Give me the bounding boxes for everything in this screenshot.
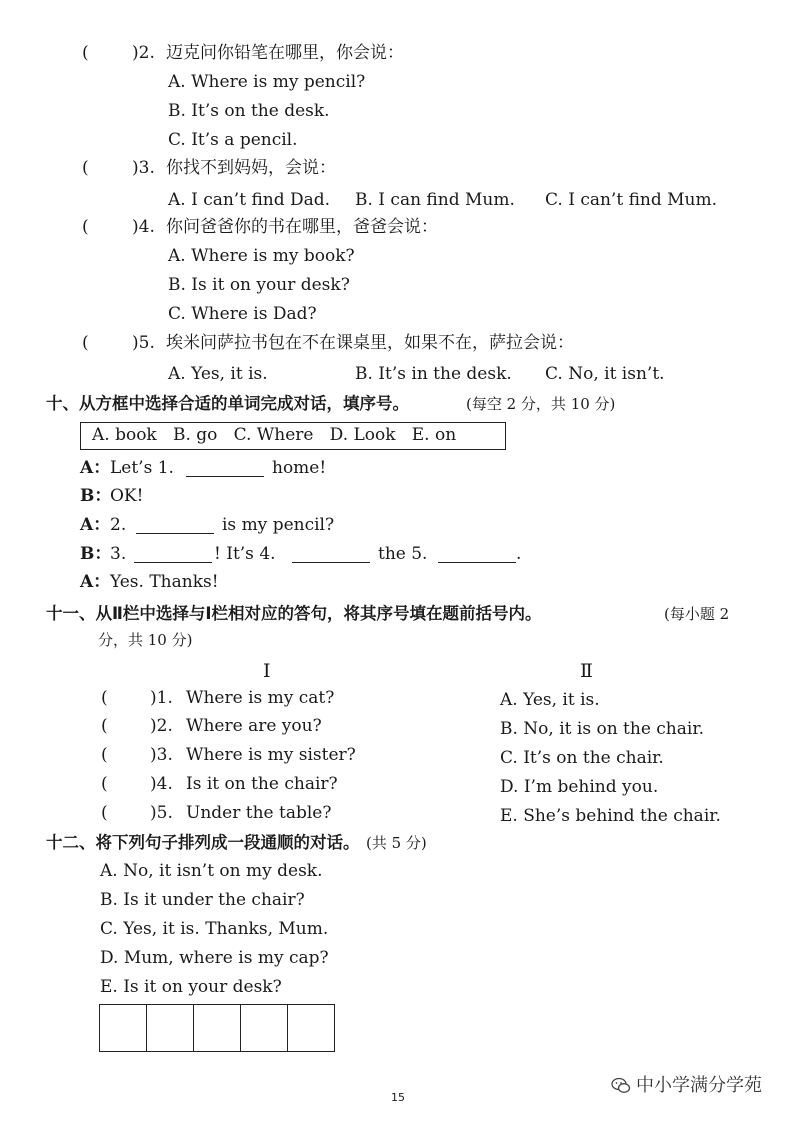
dialogue-text: ! It’s 4. bbox=[214, 544, 276, 564]
answer-option: C. It’s on the chair. bbox=[500, 748, 664, 768]
column-2-header: Ⅱ bbox=[580, 660, 593, 682]
answer-paren[interactable]: ( bbox=[101, 688, 108, 708]
answer-paren[interactable]: ( bbox=[101, 803, 108, 823]
blank-3[interactable] bbox=[134, 548, 212, 563]
answer-paren[interactable]: ( bbox=[101, 774, 108, 794]
watermark-text: 中小学满分学苑 bbox=[636, 1075, 762, 1096]
answer-cell[interactable] bbox=[288, 1005, 334, 1051]
question-number: )3. bbox=[150, 745, 173, 765]
answer-option: E. She’s behind the chair. bbox=[500, 806, 721, 826]
section-score-note-cont: 分，共 10 分) bbox=[98, 631, 193, 649]
question-text: Is it on the chair? bbox=[186, 774, 338, 794]
answer-paren[interactable]: ( bbox=[101, 716, 108, 736]
blank-1[interactable] bbox=[186, 462, 264, 477]
answer-cell[interactable] bbox=[100, 1005, 147, 1051]
answer-option: D. I’m behind you. bbox=[500, 777, 659, 797]
speaker-label: B： bbox=[80, 544, 112, 564]
question-number: )4. bbox=[132, 217, 155, 237]
page-number: 15 bbox=[391, 1091, 405, 1104]
section-title: 十二、将下列句子排列成一段通顺的对话。 bbox=[46, 833, 360, 852]
sentence-item: D. Mum, where is my cap? bbox=[100, 948, 329, 968]
dialogue-text: the 5. bbox=[378, 544, 428, 564]
question-stem: 埃米问萨拉书包在不在课桌里，如果不在，萨拉会说： bbox=[166, 333, 574, 353]
answer-paren[interactable]: ( bbox=[82, 43, 89, 63]
answer-cell[interactable] bbox=[241, 1005, 288, 1051]
blank-4[interactable] bbox=[292, 548, 370, 563]
answer-option: A. Yes, it is. bbox=[500, 690, 600, 710]
section-title: 十一、从Ⅱ栏中选择与Ⅰ栏相对应的答句，将其序号填在题前括号内。 bbox=[46, 604, 542, 623]
question-stem: 你找不到妈妈，会说： bbox=[166, 158, 336, 178]
question-number: )2. bbox=[132, 43, 155, 63]
answer-cell[interactable] bbox=[147, 1005, 194, 1051]
sentence-item: E. Is it on your desk? bbox=[100, 977, 282, 997]
question-number: )3. bbox=[132, 158, 155, 178]
option-b: B. Is it on your desk? bbox=[168, 275, 350, 295]
option-b: B. It’s on the desk. bbox=[168, 101, 330, 121]
dialogue-text: . bbox=[516, 544, 522, 564]
answer-paren[interactable]: ( bbox=[82, 158, 89, 178]
dialogue-text: home! bbox=[272, 458, 327, 478]
question-number: )5. bbox=[150, 803, 173, 823]
question-number: )2. bbox=[150, 716, 173, 736]
question-stem: 你问爸爸你的书在哪里，爸爸会说： bbox=[166, 217, 438, 237]
dialogue-text: 3. bbox=[110, 544, 127, 564]
option-c: C. It’s a pencil. bbox=[168, 130, 298, 150]
question-text: Where is my sister? bbox=[186, 745, 356, 765]
speaker-label: A： bbox=[80, 458, 111, 478]
blank-2[interactable] bbox=[136, 519, 214, 534]
question-text: Under the table? bbox=[186, 803, 332, 823]
answer-option: B. No, it is on the chair. bbox=[500, 719, 704, 739]
answer-paren[interactable]: ( bbox=[82, 333, 89, 353]
option-a: A. Yes, it is. bbox=[168, 364, 268, 384]
dialogue-text: is my pencil? bbox=[222, 515, 335, 535]
answer-cell[interactable] bbox=[194, 1005, 241, 1051]
dialogue-text: 2. bbox=[110, 515, 127, 535]
answer-paren[interactable]: ( bbox=[82, 217, 89, 237]
option-c: C. I can’t find Mum. bbox=[545, 190, 718, 210]
section-score-note: (每空 2 分，共 10 分) bbox=[466, 395, 616, 413]
option-c: C. Where is Dad? bbox=[168, 304, 317, 324]
speaker-label: A： bbox=[80, 572, 111, 592]
section-score-note: (每小题 2 bbox=[664, 605, 730, 623]
sentence-item: C. Yes, it is. Thanks, Mum. bbox=[100, 919, 329, 939]
dialogue-text: Let’s 1. bbox=[110, 458, 174, 478]
sentence-item: A. No, it isn’t on my desk. bbox=[100, 861, 323, 881]
option-a: A. Where is my book? bbox=[168, 246, 355, 266]
question-stem: 迈克问你铅笔在哪里，你会说： bbox=[166, 43, 404, 63]
answer-grid bbox=[99, 1004, 335, 1052]
answer-paren[interactable]: ( bbox=[101, 745, 108, 765]
word-box-text: A. book B. go C. Where D. Look E. on bbox=[92, 425, 457, 445]
question-number: )4. bbox=[150, 774, 173, 794]
question-text: Where is my cat? bbox=[186, 688, 335, 708]
section-title: 十、从方框中选择合适的单词完成对话，填序号。 bbox=[46, 394, 409, 413]
option-c: C. No, it isn’t. bbox=[545, 364, 665, 384]
dialogue-text: OK! bbox=[110, 486, 144, 506]
question-text: Where are you? bbox=[186, 716, 322, 736]
speaker-label: A： bbox=[80, 515, 111, 535]
sentence-item: B. Is it under the chair? bbox=[100, 890, 305, 910]
question-number: )5. bbox=[132, 333, 155, 353]
option-b: B. I can find Mum. bbox=[355, 190, 515, 210]
dialogue-text: Yes. Thanks! bbox=[110, 572, 219, 592]
option-b: B. It’s in the desk. bbox=[355, 364, 512, 384]
question-number: )1. bbox=[150, 688, 173, 708]
section-score-note: (共 5 分) bbox=[366, 834, 427, 852]
blank-5[interactable] bbox=[438, 548, 516, 563]
option-a: A. I can’t find Dad. bbox=[168, 190, 331, 210]
column-1-header: Ⅰ bbox=[263, 660, 271, 682]
wechat-icon bbox=[611, 1077, 631, 1095]
speaker-label: B： bbox=[80, 486, 112, 506]
option-a: A. Where is my pencil? bbox=[168, 72, 366, 92]
